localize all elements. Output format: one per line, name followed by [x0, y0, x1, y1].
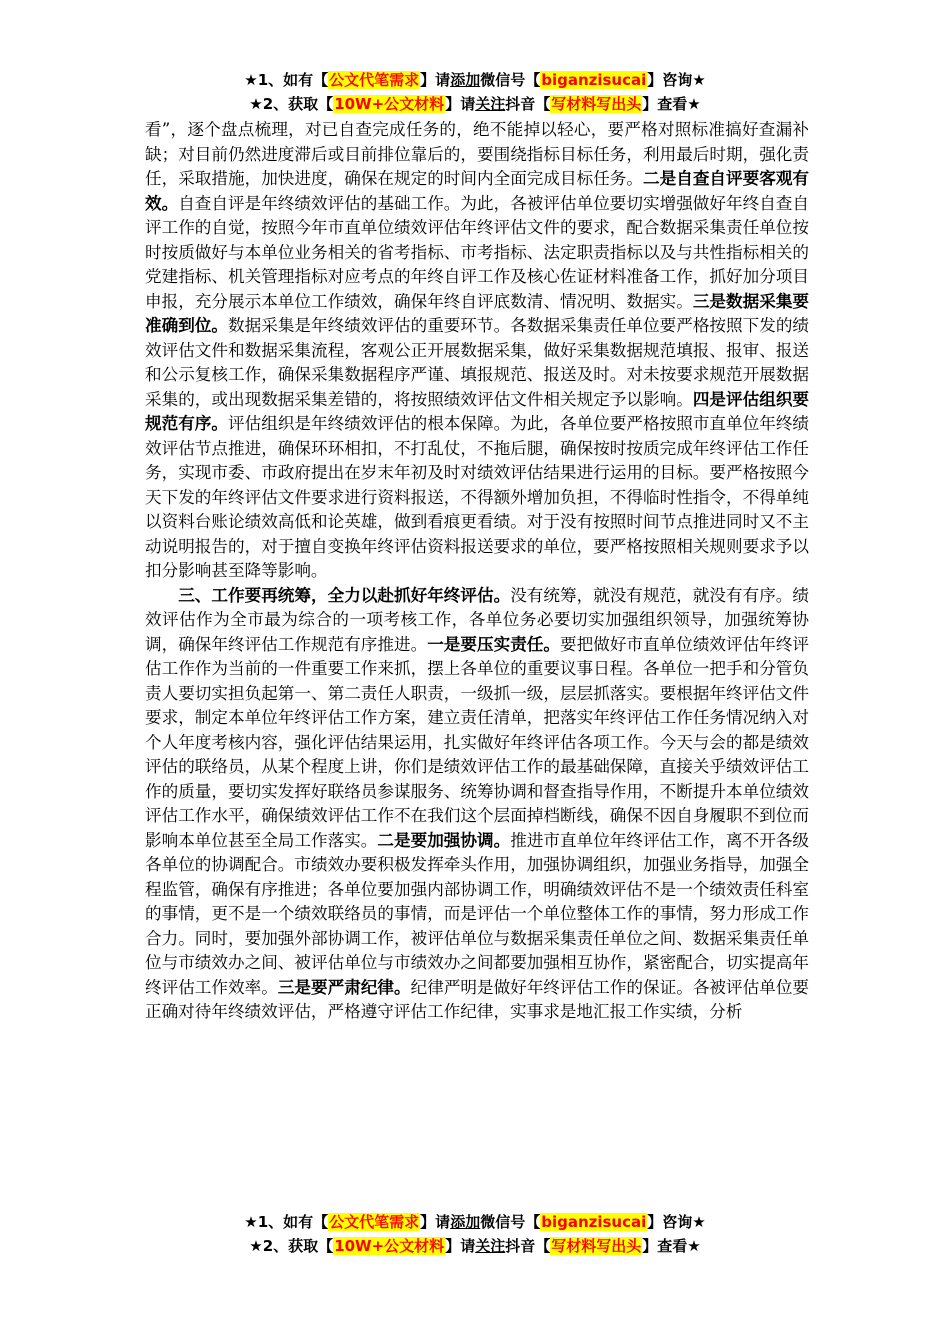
bold-heading: 三是数据采集要准确到位。 [145, 291, 810, 335]
paragraph-text: 推进市直单位年终评估工作，离不开各级各单位的协调配合。市绩效办要积极发挥牵头作用，加强协调组织，加强业务指导，加强全程监管，确保有序推进；各单位要加强内部协调工作，明确绩效评估不是一个绩效责任科室的事情，更不是一个绩效联络员的事情，而是评估一个单位整体工作的事情，努力形成工作合力。同时，要加强外部协调工作，被评估单位与数据采集责任单位之间、数据采集责任单位与市绩效办之间、被评估单位与市绩效办之间都要加强相互协作，紧密配合，切实提高年终评估工作效率。 [145, 830, 810, 997]
footer-banner [0, 1210, 950, 1258]
banner-line-1: ★1、如有【公文代笔需求】请添加微信号【biganzisucai】咨询★ [244, 1213, 706, 1231]
banner-line-2: ★2、获取【10W+公文材料】请关注抖音【写材料写出头】查看★ [249, 95, 701, 113]
header-banner [0, 68, 950, 116]
bold-heading: 三是要严肃纪律。 [277, 977, 411, 997]
wechat-id: biganzisucai [541, 71, 647, 89]
paragraph-text: 纪律严明是做好年终评估工作的保证。各被评估单位要正确对待年终绩效评估，严格遵守评估工作纪律，实事求是地汇报工作实绩，分析 [145, 977, 810, 1021]
paragraph-text: 要把做好市直单位绩效评估年终评估工作作为当前的一件重要工作来抓，摆上各单位的重要议事日程。各单位一把手和分管负责人要切实担负起第一、第二责任人职责，一级抓一级，层层抓落实。要根据年终评估文件要求，制定本单位年终评估工作方案，建立责任清单，把落实年终评估工作任务情况纳入对个人年度考核内容，强化评估结果运用，扎实做好年终评估各项工作。今天与会的都是绩效评估的联络员，从某个程度上讲，你们是绩效评估工作的最基础保障，直接关乎绩效评估工作的质量，要切实发挥好联络员参谋服务、统筹协调和督查指导作用，不断提升本单位绩效评估工作水平，确保绩效评估工作不在我们这个层面掉档断线，确保不因自身履职不到位而影响本单位甚至全局工作落实。 [145, 634, 810, 850]
bold-heading: 二是自查自评要客观有效。 [145, 169, 810, 213]
bold-heading: 一是要压实责任。 [427, 634, 561, 654]
bold-heading: 四是评估组织要规范有序。 [145, 389, 810, 433]
paragraph-text: 数据采集是年终绩效评估的重要环节。各数据采集责任单位要严格按照下发的绩效评估文件和数据采集流程，客观公正开展数据采集，做好采集数据规范填报、报审、报送和公示复核工作，确保采集数据程序严谨、填报规范、报送及时。对未按要求规范开展数据采集的，或出现数据采集差错的，将按照绩效评估文件相关规定予以影响。 [145, 316, 810, 409]
paragraph-text: 评估组织是年终绩效评估的根本保障。为此，各单位要严格按照市直单位年终绩效评估节点推进，确保环环相扣，不打乱仗，不拖后腿，确保按时按质完成年终评估工作任务，实现市委、市政府提出在岁末年初及时对绩效评估结果进行运用的目标。要严格按照今天下发的年终评估文件要求进行资料报送，不得额外增加负担，不得临时性指令，不得单纯以资料台账论绩效高低和论英雄，做到看痕更看绩。对于没有按照时间节点推进同时又不主动说明报告的，对于擅自变换年终评估资料报送要求的单位，要严格按照相关规则要求予以扣分影响甚至降等影响。 [145, 414, 810, 580]
highlight-tag: 公文代笔需求 [329, 1213, 420, 1231]
bold-heading: 三、工作要再统筹，全力以赴抓好年终评估。 [178, 585, 511, 605]
highlight-tag: 10W+公文材料 [334, 1237, 445, 1255]
bold-heading: 二是要加强协调。 [377, 830, 511, 850]
banner-line-2: ★2、获取【10W+公文材料】请关注抖音【写材料写出头】查看★ [249, 1237, 701, 1255]
paragraph-text: 没有统筹，就没有规范，就没有有序。绩效评估作为全市最为综合的一项考核工作，各单位务必要切实加强组织领导，加强统筹协调，确保年终评估工作规范有序推进。 [145, 585, 810, 654]
document-body [145, 118, 809, 1025]
highlight-tag: 公文代笔需求 [329, 71, 420, 89]
highlight-tag: 10W+公文材料 [334, 95, 445, 113]
body-paragraph [145, 118, 809, 584]
douyin-id: 写材料写出头 [551, 1237, 642, 1255]
paragraph-text: 看”，逐个盘点梳理，对已自查完成任务的，绝不能掉以轻心，要严格对照标准搞好查漏补缺；对目前仍然进度滞后或目前排位靠后的，要围绕指标目标任务，利用最后时期，强化责任，采取措施，加快进度，确保在规定的时间内全面完成目标任务。 [145, 120, 809, 188]
wechat-id: biganzisucai [541, 1213, 647, 1231]
banner-line-1: ★1、如有【公文代笔需求】请添加微信号【biganzisucai】咨询★ [244, 71, 706, 89]
body-paragraph [145, 584, 809, 1025]
douyin-id: 写材料写出头 [551, 95, 642, 113]
paragraph-text: 自查自评是年终绩效评估的基础工作。为此，各被评估单位要切实增强做好年终自查自评工作的自觉，按照今年市直单位绩效评估年终评估文件的要求，配合数据采集责任单位按时按质做好与本单位业务相关的省考指标、市考指标、法定职责指标以及与共性指标相关的党建指标、机关管理指标对应考点的年终自评工作及核心佐证材料准备工作，抓好加分项目申报，充分展示本单位工作绩效，确保年终自评底数清、情况明、数据实。 [145, 193, 810, 311]
